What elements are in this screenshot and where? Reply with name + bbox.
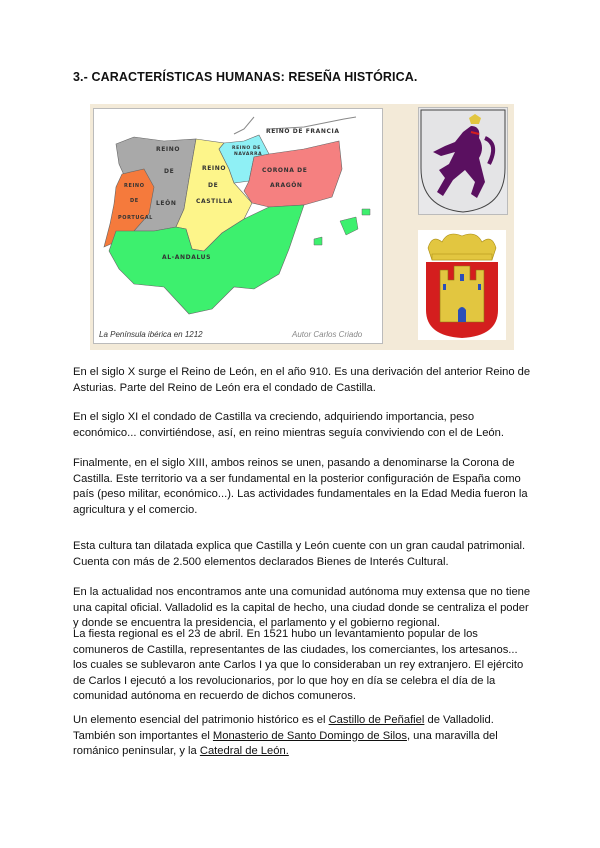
text-line: y donde se encuentra la presidencia, el parlamento y el gobierno regional. (73, 617, 440, 629)
iberia-1212-map (93, 108, 383, 344)
text-line (73, 729, 543, 745)
text: románico peninsular, y la (73, 745, 200, 757)
label-castilla-1: REINO (202, 165, 227, 172)
label-castilla-2: DE (208, 182, 219, 189)
label-navarra-2: NAVARRA (234, 152, 263, 157)
text-line: una capital oficial. Valladolid es la capital de hecho, una ciudad donde se centraliza el poder (73, 601, 529, 614)
paragraph (73, 539, 543, 570)
text-line: de Carlos I ejecutó a los revolucionarios, por lo que hoy en día se celebra el día de la (73, 674, 496, 687)
link-catedral-leon[interactable]: Catedral de León. (199, 745, 289, 757)
text: También son importantes el (73, 729, 213, 742)
figure-panel (90, 104, 514, 350)
label-leon-1: REINO (156, 146, 181, 153)
map-caption: La Península ibérica en 1212 (99, 330, 203, 339)
text-line: En la actualidad nos encontramos ante una comunidad autónoma muy extensa que no tiene (73, 586, 531, 598)
text-line: Esta cultura tan dilatada explica que Castilla y León cuente con un gran caudal patrimonial. (73, 540, 526, 552)
text: de Valladolid. (424, 714, 494, 726)
text-line: En el siglo XI el condado de Castilla va creciendo, adquiriendo importancia, peso (73, 411, 475, 423)
text-line (73, 744, 543, 760)
text-line (73, 713, 543, 729)
label-francia: REINO DE FRANCIA (266, 128, 340, 135)
link-castillo-penafiel[interactable]: Castillo de Peñafiel (328, 714, 425, 726)
text-line: La fiesta regional es el 23 de abril. En 1521 hubo un levantamiento popular de los (73, 628, 478, 640)
text-line: económico... convirtiéndose, así, en reino mientras seguía conviviendo con el de León. (73, 426, 504, 439)
paragraph-heritage (73, 713, 543, 760)
label-portugal-1: REINO (124, 183, 145, 189)
text-line: Cuenta con más de 2.500 elementos declarados Bienes de Interés Cultural. (73, 555, 449, 568)
label-leon-3: LEÓN (156, 200, 177, 207)
text-line: comuneros de Castilla, representantes de las ciudades, los comerciantes, los artesanos... (73, 643, 518, 656)
paragraph (73, 365, 543, 396)
text-line: comunidad autónoma en recuerdo de dichos comuneros. (73, 690, 356, 702)
text-line: Castilla. Este territorio va a ser fundamental en la posterior configuración de España como (73, 472, 521, 485)
label-andalus: AL-ANDALUS (162, 254, 212, 261)
text-line: agricultura y el comercio. (73, 503, 198, 516)
text: , una maravilla del (406, 729, 498, 742)
text-line: país (peso militar, económico...). Las actividades fundamentales en la Edad Media fueron la (73, 488, 528, 500)
text-line: Finalmente, en el siglo XIII, ambos reinos se unen, pasando a denominarse la Corona de (73, 457, 515, 469)
map-author: Autor Carlos Criado (292, 330, 363, 339)
label-leon-2: DE (164, 168, 175, 175)
paragraph (73, 585, 543, 632)
label-portugal-3: PORTUGAL (118, 215, 153, 221)
page-title: 3.- CARACTERÍSTICAS HUMANAS: RESEÑA HISTÓRICA. (73, 70, 418, 84)
leon-coat-of-arms (418, 107, 508, 215)
label-navarra-1: REINO DE (232, 146, 261, 151)
castilla-coat-of-arms (418, 230, 506, 340)
label-portugal-2: DE (130, 198, 139, 204)
label-aragon-2: ARAGÓN (270, 182, 303, 189)
paragraph (73, 410, 543, 441)
label-aragon-1: CORONA DE (262, 167, 308, 174)
text-line: los cuales se sublevaron ante Carlos I ya que lo consideraban un rey extranjero. El ejército (73, 659, 524, 671)
text-line: Asturias. Parte del Reino de León era el condado de Castilla. (73, 381, 376, 394)
text: Un elemento esencial del patrimonio histórico es el (73, 714, 329, 726)
paragraph (73, 627, 543, 705)
label-castilla-3: CASTILLA (196, 198, 233, 205)
text-line: En el siglo X surge el Reino de León, en el año 910. Es una derivación del anterior Reino de (73, 366, 531, 378)
link-monasterio-silos[interactable]: Monasterio de Santo Domingo de Silos (212, 729, 407, 742)
paragraph (73, 456, 543, 518)
